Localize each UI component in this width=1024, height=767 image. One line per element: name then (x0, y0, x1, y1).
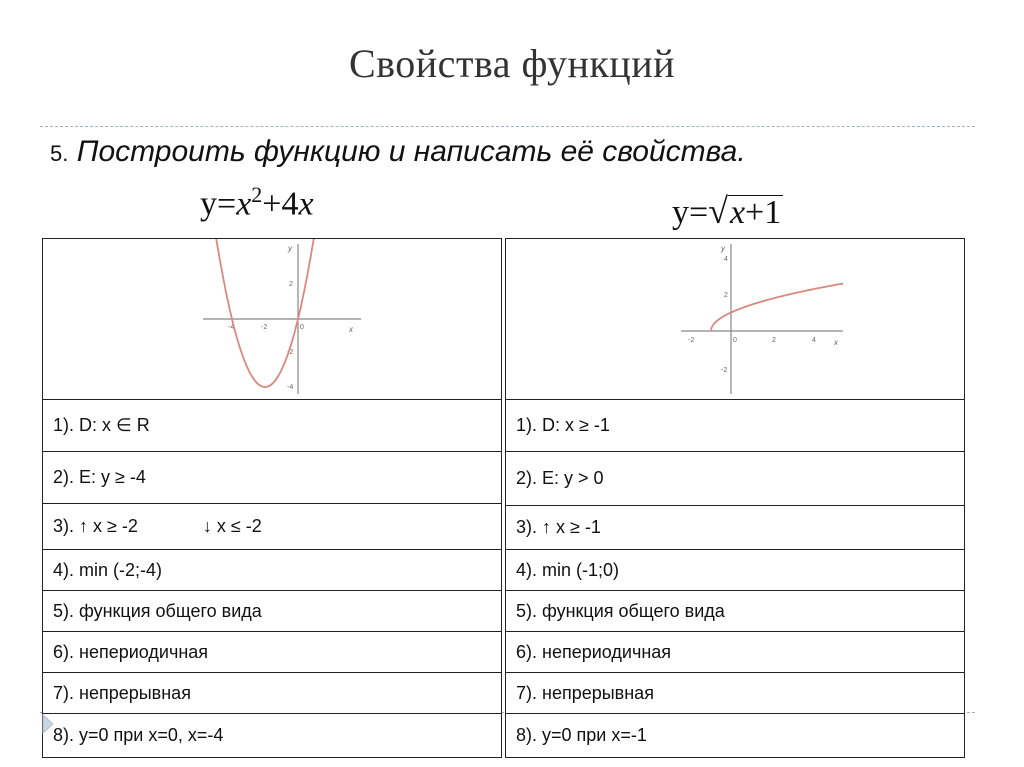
left-y-tick-label: 2 (289, 281, 293, 288)
task-text: Построить функцию и написать её свойства. (76, 135, 746, 168)
sqrt-symbol: √x+1 (708, 191, 782, 231)
right-property-row (505, 672, 965, 714)
top-divider (40, 126, 975, 127)
left-x-axis-label: x (349, 325, 353, 334)
left-property-text: 7). непрерывная (53, 682, 191, 703)
left-property-row (42, 451, 502, 504)
right-formula (672, 190, 783, 232)
left-x-tick-label: -2 (261, 324, 268, 331)
left-property-row (42, 631, 502, 673)
right-property-text: 2). E: y > 0 (516, 468, 604, 488)
right-x-tick-label: 0 (733, 337, 737, 344)
left-formula-var: x (236, 185, 252, 223)
right-property-row (505, 549, 965, 591)
right-y-tick-label: 2 (724, 292, 728, 299)
task-number: 5. (50, 141, 69, 166)
right-property-text: 5). функция общего вида (516, 600, 725, 621)
right-graph-box (505, 238, 965, 400)
left-y-tick-label: -4 (287, 384, 294, 391)
right-property-text: 1). D: x ≥ -1 (516, 415, 610, 435)
left-x-tick-label: -4 (228, 324, 235, 331)
right-property-row (505, 505, 965, 550)
left-formula-var2: x (298, 185, 314, 223)
right-x-tick-label: 2 (772, 337, 776, 344)
left-y-axis-label: y (288, 244, 292, 253)
right-property-row (505, 713, 965, 758)
left-property-text: 2). E: y ≥ -4 (53, 467, 146, 487)
left-property-text: 3). ↑ x ≥ -2 ↓ x ≤ -2 (53, 516, 262, 536)
right-y-tick-label: -2 (721, 367, 728, 374)
task-statement (50, 135, 746, 169)
left-property-row (42, 399, 502, 452)
right-graph (506, 239, 963, 398)
left-y-tick-label: -2 (287, 349, 294, 356)
right-property-text: 3). ↑ x ≥ -1 (516, 517, 601, 537)
left-property-row (42, 549, 502, 591)
left-formula (200, 182, 314, 223)
right-y-tick-label: 4 (724, 256, 728, 263)
right-property-row (505, 451, 965, 506)
right-property-row (505, 631, 965, 673)
bullet-arrow-icon (42, 714, 54, 734)
right-x-tick-label: 4 (812, 337, 816, 344)
right-formula-var: x (729, 194, 746, 231)
left-formula-rest: +4 (262, 185, 299, 223)
left-property-row (42, 590, 502, 632)
left-graph (43, 239, 500, 398)
right-property-row (505, 399, 965, 452)
left-property-text: 8). y=0 при x=0, x=-4 (53, 725, 224, 745)
left-property-row (42, 503, 502, 550)
left-property-row (42, 713, 502, 758)
right-x-axis-label: x (834, 338, 838, 347)
left-property-text: 5). функция общего вида (53, 600, 262, 621)
slide-title: Свойства функций (348, 41, 676, 86)
left-formula-prefix: y= (200, 185, 237, 223)
right-formula-prefix: y= (672, 194, 709, 231)
right-property-text: 4). min (-1;0) (516, 559, 620, 580)
right-x-tick-label: -2 (688, 337, 695, 344)
left-property-row (42, 672, 502, 714)
right-property-text: 6). непериодичная (516, 641, 672, 662)
right-property-row (505, 590, 965, 632)
right-formula-rest: +1 (745, 194, 782, 231)
left-property-text: 6). непериодичная (53, 641, 209, 662)
left-formula-exponent: 2 (251, 182, 263, 207)
right-property-text: 8). y=0 при x=-1 (516, 725, 647, 745)
left-x-tick-label: 0 (300, 324, 304, 331)
right-y-axis-label: y (721, 244, 725, 253)
left-property-text: 4). min (-2;-4) (53, 559, 163, 580)
left-property-text: 1). D: x ∈ R (53, 415, 150, 435)
right-property-text: 7). непрерывная (516, 682, 654, 703)
left-graph-box (42, 238, 502, 400)
